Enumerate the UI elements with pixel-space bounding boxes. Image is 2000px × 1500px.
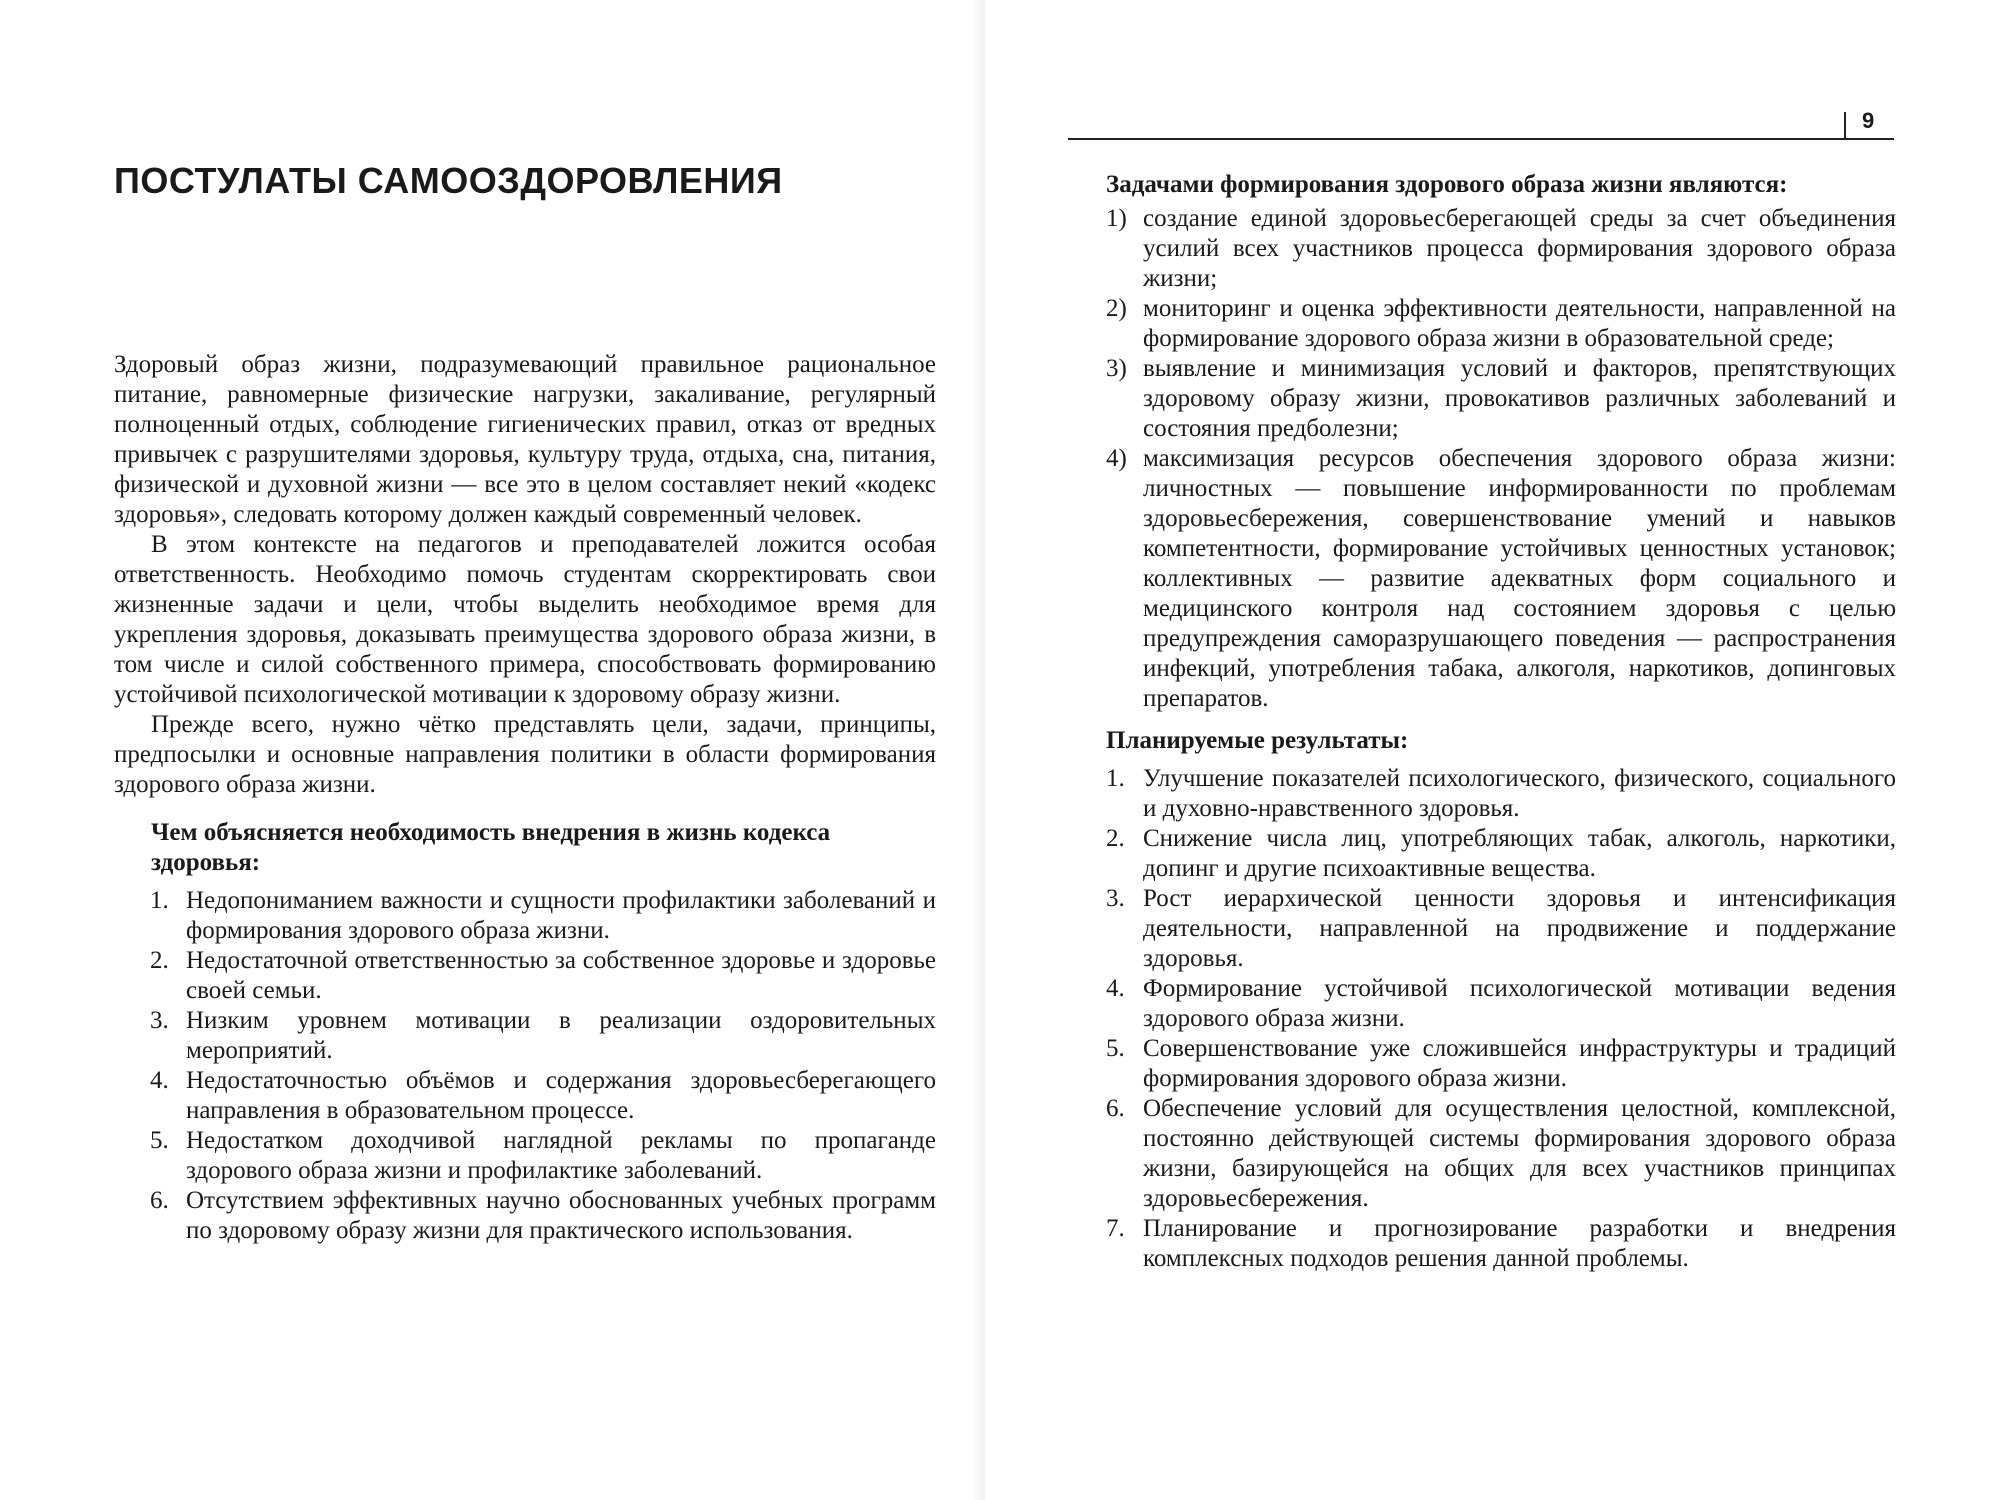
- list-item-text: Улучшение показателей психологического, физического, социального и духовно-нравственного здоровья.: [1143, 765, 1896, 822]
- list-item-number: 4): [1106, 445, 1127, 472]
- list-item-number: 5.: [1106, 1035, 1125, 1062]
- list-item: [150, 1126, 936, 1186]
- tasks-list: [1106, 204, 1896, 714]
- list-item: [1106, 764, 1896, 824]
- list-item-text: Рост иерархической ценности здоровья и интенсификация деятельности, направленной на продвижение и поддержание здоровья.: [1143, 885, 1896, 972]
- list-item-text: создание единой здоровьесберегающей среды за счет объединения усилий всех участников процесса формирования здорового образа жизни;: [1143, 205, 1896, 292]
- list-item-text: Совершенствование уже сложившейся инфраструктуры и традиций формирования здорового образа жизни.: [1143, 1035, 1896, 1092]
- list-item: [1106, 354, 1896, 444]
- list-item-number: 3.: [150, 1007, 169, 1034]
- list-item-number: 6.: [1106, 1095, 1125, 1122]
- list-item-text: Недостаточностью объёмов и содержания здоровьесберегающего направления в образовательном процессе.: [186, 1067, 936, 1124]
- list-item: [150, 886, 936, 946]
- list-item-number: 4.: [1106, 975, 1125, 1002]
- intro-paragraph-3: Прежде всего, нужно чётко представлять цели, задачи, принципы, предпосылки и основные направления политики в области формирования здорового образа жизни.: [114, 711, 936, 798]
- list-item-text: выявление и минимизация условий и факторов, препятствующих здоровому образу жизни, провокативов различных заболеваний и состояния предболезни;: [1143, 355, 1896, 442]
- intro-paragraph-1: Здоровый образ жизни, подразумевающий правильное рациональное питание, равномерные физические нагрузки, закаливание, регулярный полноценный отдых, соблюдение гигиенических правил, отказ от вредных привычек с разрушителями здоровья, культуру труда, отдыха, сна, питания, физической и духовной жизни — все это в целом составляет некий «кодекс здоровья», следовать которому должен каждый современный человек.: [114, 351, 936, 528]
- list-item-text: Формирование устойчивой психологической мотивации ведения здорового образа жизни.: [1143, 975, 1896, 1032]
- list-item: [1106, 824, 1896, 884]
- page-number: 9: [1862, 108, 1875, 133]
- necessity-heading: Чем объясняется необходимость внедрения в жизнь кодекса здоровья:: [151, 819, 831, 876]
- list-item: [1106, 294, 1896, 354]
- list-item-text: Недостатком доходчивой наглядной рекламы по пропаганде здорового образа жизни и профилактике заболеваний.: [186, 1127, 936, 1184]
- list-item: [1106, 1214, 1896, 1274]
- list-item: [150, 1066, 936, 1126]
- list-item: [1106, 974, 1896, 1034]
- list-item-number: 1.: [150, 887, 169, 914]
- list-item-number: 2.: [150, 947, 169, 974]
- list-item-number: 1.: [1106, 765, 1125, 792]
- list-item-text: Обеспечение условий для осуществления целостной, комплексной, постоянно действующей системы формирования здорового образа жизни, базирующейся на общих для всех участников принципах здоровьесбережения.: [1143, 1095, 1896, 1212]
- intro-paragraph-2: В этом контексте на педагогов и преподавателей ложится особая ответственность. Необходимо помочь студентам скорректировать свои жизненные задачи и цели, чтобы выделить необходимое время для укрепления здоровья, доказывать преимущества здорового образа жизни, в том числе и силой собственного примера, способствовать формированию устойчивой психологической мотивации к здоровому образу жизни.: [114, 531, 936, 708]
- list-item-number: 6.: [150, 1187, 169, 1214]
- list-item-text: Низким уровнем мотивации в реализации оздоровительных мероприятий.: [186, 1007, 936, 1064]
- necessity-list: [114, 886, 936, 1246]
- list-item-text: Недопониманием важности и сущности профилактики заболеваний и формирования здорового образа жизни.: [186, 887, 936, 944]
- list-item: [1106, 1034, 1896, 1094]
- results-list: [1106, 764, 1896, 1274]
- list-item-text: Планирование и прогнозирование разработки и внедрения комплексных подходов решения данной проблемы.: [1143, 1215, 1896, 1272]
- running-header-rule: [1068, 138, 1894, 140]
- list-item-text: Снижение числа лиц, употребляющих табак, алкоголь, наркотики, допинг и другие психоактивные вещества.: [1143, 825, 1896, 882]
- list-item-number: 3.: [1106, 885, 1125, 912]
- list-item-text: Недостаточной ответственностью за собственное здоровье и здоровье своей семьи.: [186, 947, 936, 1004]
- page-number-divider: [1844, 112, 1846, 138]
- right-text-column: [1106, 170, 1896, 1274]
- chapter-title: ПОСТУЛАТЫ САМООЗДОРОВЛЕНИЯ: [114, 160, 783, 201]
- list-item: [150, 1006, 936, 1066]
- list-item-number: 4.: [150, 1067, 169, 1094]
- list-item-text: мониторинг и оценка эффективности деятельности, направленной на формирование здорового образа жизни в образовательной среде;: [1143, 295, 1896, 352]
- list-item: [1106, 884, 1896, 974]
- list-item-number: 7.: [1106, 1215, 1125, 1242]
- list-item-number: 5.: [150, 1127, 169, 1154]
- list-item: [1106, 204, 1896, 294]
- list-item-number: 2): [1106, 295, 1127, 322]
- left-text-column: [114, 350, 936, 1246]
- list-item-number: 2.: [1106, 825, 1125, 852]
- list-item: [150, 946, 936, 1006]
- list-item-text: Отсутствием эффективных научно обоснованных учебных программ по здоровому образу жизни для практического использования.: [186, 1187, 936, 1244]
- list-item-number: 1): [1106, 205, 1127, 232]
- results-heading: Планируемые результаты:: [1106, 727, 1409, 754]
- list-item: [1106, 1094, 1896, 1214]
- list-item-text: максимизация ресурсов обеспечения здорового образа жизни: личностных — повышение информированности по проблемам здоровьесбережения, совершенствование умений и навыков компетентности, формирование устойчивых ценностных установок; коллективных — развитие адекватных форм социального и медицинского контроля над состоянием здоровья с целью предупреждения саморазрушающего поведения — распространения инфекций, употребления табака, алкоголя, наркотиков, допинговых препаратов.: [1143, 445, 1896, 712]
- tasks-heading: Задачами формирования здорового образа жизни являются:: [1106, 171, 1788, 198]
- list-item: [150, 1186, 936, 1246]
- list-item-number: 3): [1106, 355, 1127, 382]
- list-item: [1106, 444, 1896, 714]
- left-page: [0, 0, 985, 1500]
